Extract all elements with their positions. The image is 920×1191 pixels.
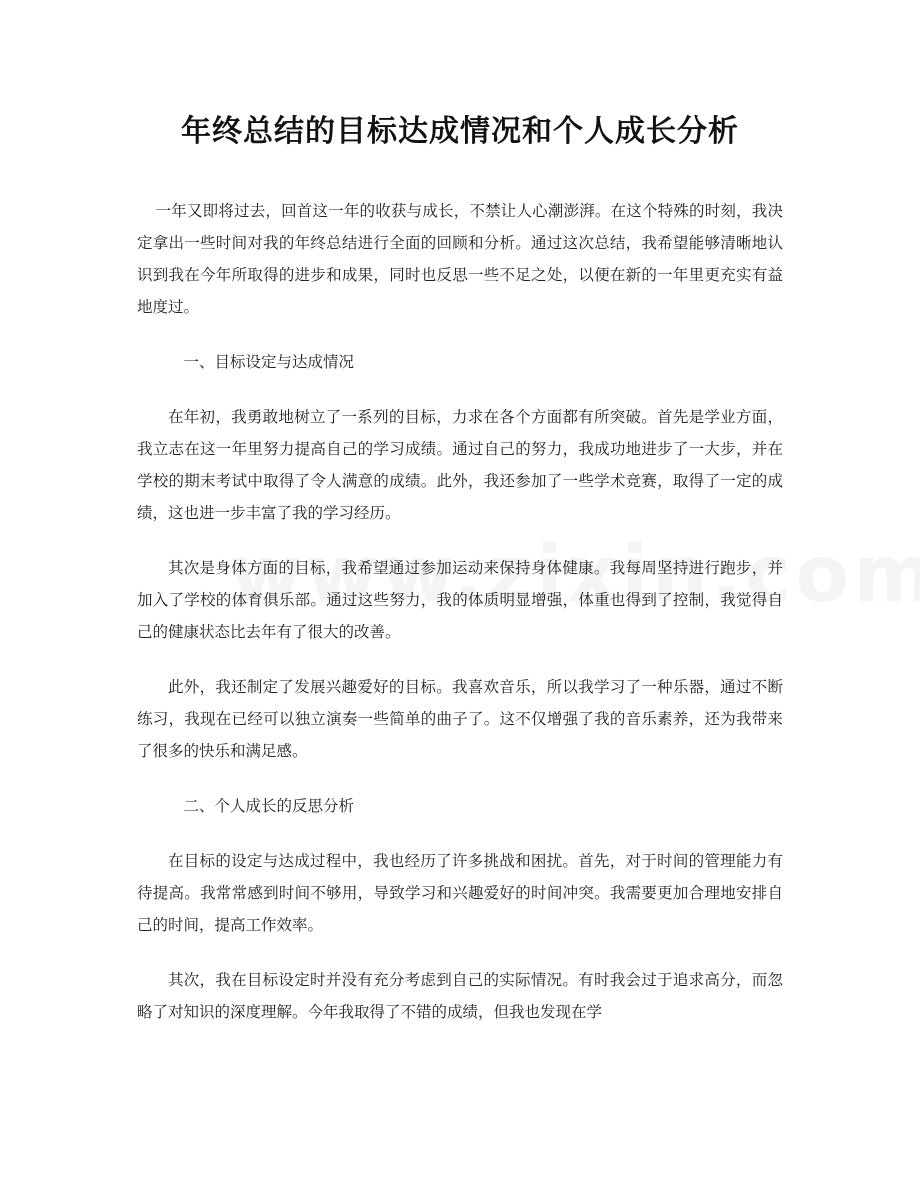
paragraph-time-management: 在目标的设定与达成过程中，我也经历了许多挑战和困扰。首先，对于时间的管理能力有待提高。我常常感到时间不够用，导致学习和兴趣爱好的时间冲突。我需要更加合理地安排自己的时间，提高工作效率。 — [137, 852, 783, 934]
intro-paragraph: 一年又即将过去，回首这一年的收获与成长，不禁让人心潮澎湃。在这个特殊的时刻，我决定拿出一些时间对我的年终总结进行全面的回顾和分析。通过这次总结，我希望能够清晰地认识到我在今年所取得的进步和成果，同时也反思一些不足之处，以便在新的一年里更充实有益地度过。 — [137, 202, 783, 316]
paragraph-hobby-goals: 此外，我还制定了发展兴趣爱好的目标。我喜欢音乐，所以我学习了一种乐器，通过不断练习，我现在已经可以独立演奏一些简单的曲子了。这不仅增强了我的音乐素养，还为我带来了很多的快乐和满足感。 — [137, 678, 783, 760]
section-heading-reflection: 二、个人成长的反思分析 — [183, 797, 355, 815]
paragraph-health-goals: 其次是身体方面的目标，我希望通过参加运动来保持身体健康。我每周坚持进行跑步，并加入了学校的体育俱乐部。通过这些努力，我的体质明显增强，体重也得到了控制，我觉得自己的健康状态比去年有了很大的改善。 — [137, 559, 783, 641]
paragraph-goal-setting-reflection: 其次，我在目标设定时并没有充分考虑到自己的实际情况。有时我会过于追求高分，而忽略了对知识的深度理解。今年我取得了不错的成绩，但我也发现在学 — [137, 971, 783, 1021]
paragraph-academic-goals: 在年初，我勇敢地树立了一系列的目标，力求在各个方面都有所突破。首先是学业方面，我立志在这一年里努力提高自己的学习成绩。通过自己的努力，我成功地进步了一大步，并在学校的期末考试中取得了令人满意的成绩。此外，我还参加了一些学术竞赛，取得了一定的成绩，这也进一步丰富了我的学习经历。 — [137, 408, 783, 522]
document-title: 年终总结的目标达成情况和个人成长分析 — [181, 114, 739, 149]
document-body — [137, 195, 783, 1028]
section-heading-goals: 一、目标设定与达成情况 — [183, 353, 355, 371]
